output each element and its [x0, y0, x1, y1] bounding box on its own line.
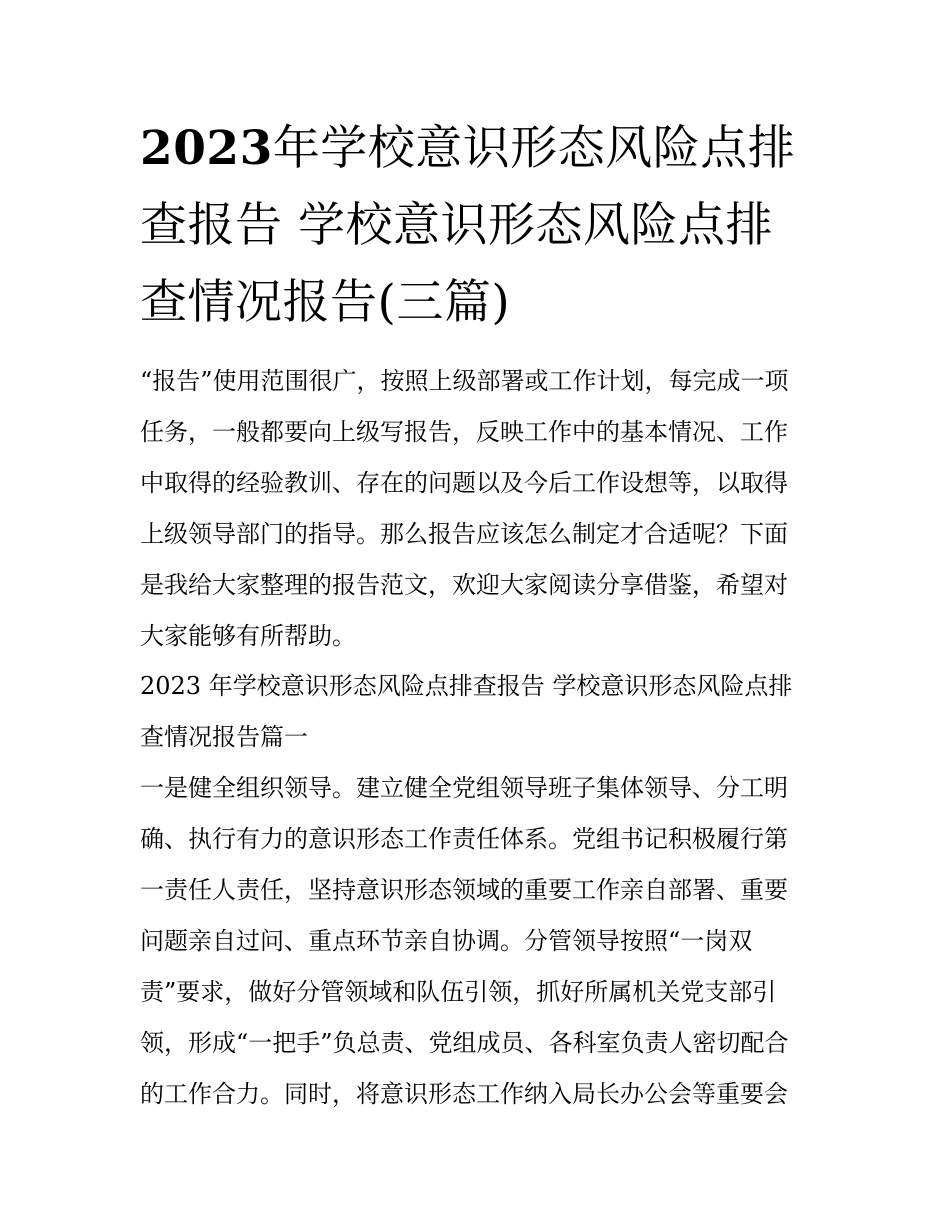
body-text-line: 领，形成“一把手”负总责、党组成员、各科室负责人密切配合 [140, 1029, 789, 1057]
title-text: 查情况报告(三篇) [140, 275, 511, 330]
title-line-3 [140, 264, 812, 341]
title-line-2 [140, 187, 812, 264]
document-title [140, 110, 812, 341]
body-text-line: 的工作合力。同时，将意识形态工作纳入局长办公会等重要会 [140, 1080, 788, 1108]
title-line-1 [140, 110, 812, 187]
intro-line: 任务，一般都要向上级写报告，反映工作中的基本情况、工作 [140, 418, 788, 446]
body-text-line: 问题亲自过问、重点环节亲自协调。分管领导按照“一岗双 [140, 927, 753, 955]
body-text-line: 责”要求，做好分管领域和队伍引领，抓好所属机关党支部引 [140, 978, 777, 1006]
intro-line: 上级领导部门的指导。那么报告应该怎么制定才合适呢？下面 [140, 520, 788, 548]
intro-line: 是我给大家整理的报告范文，欢迎大家阅读分享借鉴，希望对 [140, 571, 788, 599]
section-heading-line: 2023 年学校意识形态风险点排查报告 学校意识形态风险点排 [140, 672, 793, 700]
title-year: 2023 [140, 121, 273, 176]
title-text: 年学校意识形态风险点排 [272, 121, 796, 176]
body-text-line: 确、执行有力的意识形态工作责任体系。党组书记积极履行第 [140, 825, 788, 853]
title-text: 查报告 学校意识形态风险点排 [140, 198, 773, 253]
intro-line: 中取得的经验教训、存在的问题以及今后工作设想等，以取得 [140, 469, 788, 497]
body-text-line: 一是健全组织领导。建立健全党组领导班子集体领导、分工明 [140, 774, 788, 802]
intro-line: 大家能够有所帮助。 [140, 622, 356, 650]
body-text-line: 一责任人责任，坚持意识形态领域的重要工作亲自部署、重要 [140, 876, 788, 904]
section-heading-line: 查情况报告篇一 [140, 723, 308, 751]
intro-line: “报告”使用范围很广，按照上级部署或工作计划，每完成一项 [140, 367, 789, 395]
